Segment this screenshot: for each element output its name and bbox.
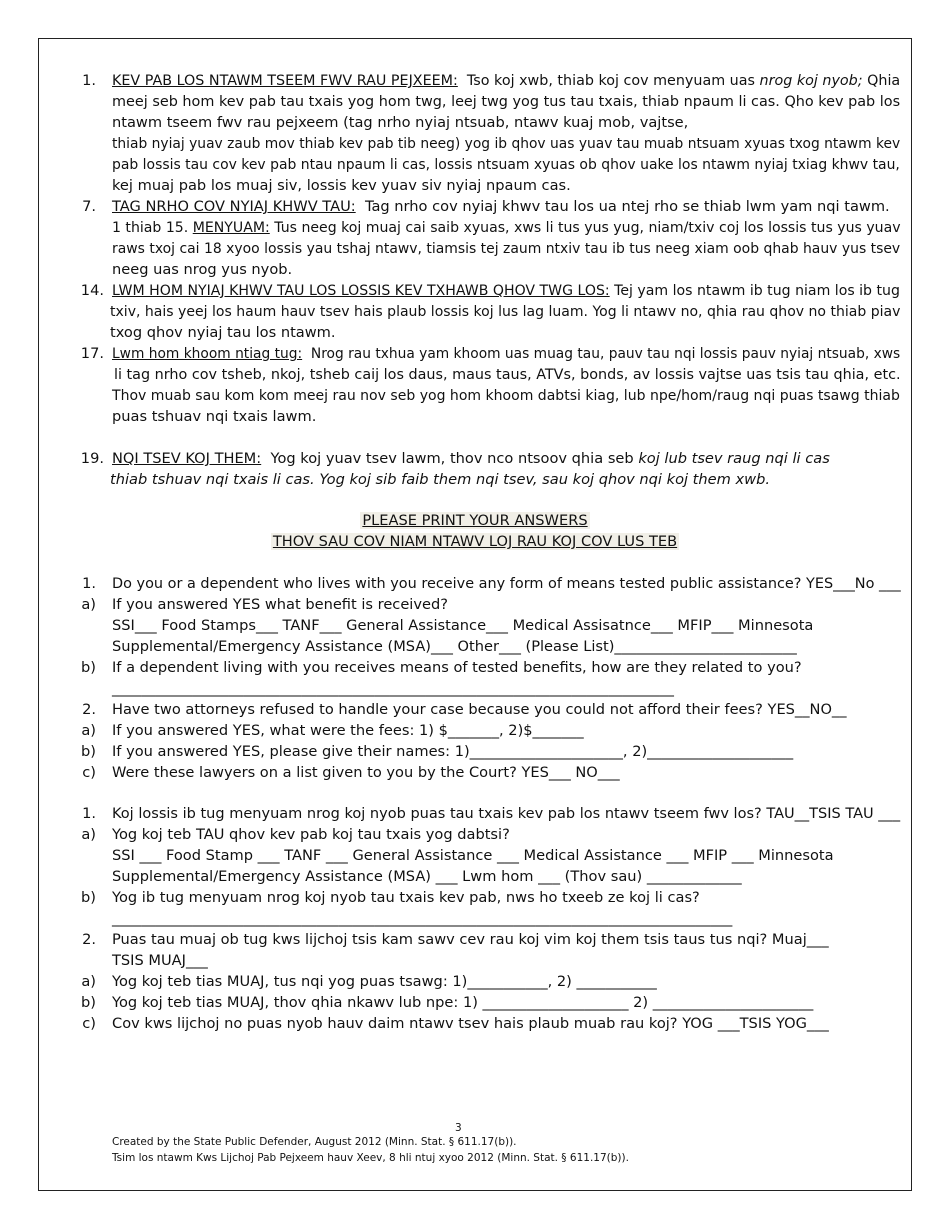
question-line: Have two attorneys refused to handle your case because you could not afford their fees? YES__NO__	[112, 701, 847, 718]
question-label: 1.	[82, 805, 96, 822]
question-line: Do you or a dependent who lives with you receive any form of means tested public assistance? YES___No ___	[112, 575, 901, 592]
note-heading: Lwm hom khoom ntiag tug:	[112, 345, 303, 362]
note-line: li tag nrho cov tsheb, nkoj, tsheb caij los daus, maus taus, ATVs, bonds, av lossis vajtse uas tsis tau qhia, etc.	[114, 366, 901, 383]
note-14-line-1: LWM HOM NYIAJ KHWV TAU LOS LOSSIS KEV TXHAWB QHOV TWG LOS: Tej yam los ntawm ib tug niam los ib tug	[112, 282, 900, 299]
question-line: Yog koj teb tias MUAJ, tus nqi yog puas tsawg: 1)___________, 2) ___________	[112, 973, 657, 990]
note-17-line-1: Lwm hom khoom ntiag tug: Nrog rau txhua yam khoom uas muag tau, pauv tau nqi lossis pauv nyiaj ntsuab, xws	[112, 345, 901, 362]
question-line: If a dependent living with you receives means of tested benefits, how are they related to you?	[112, 659, 802, 676]
question-label: a)	[81, 826, 96, 843]
note-line: txog qhov nyiaj tau los ntawm.	[110, 324, 336, 341]
note-line: kej muaj pab los muaj siv, lossis kev yuav siv nyiaj npaum cas.	[112, 177, 571, 194]
note-heading: TAG NRHO COV NYIAJ KHWV TAU:	[112, 198, 356, 215]
note-number: 14.	[80, 282, 104, 299]
note-line: pab lossis tau cov kev pab ntau npaum li cas, lossis ntsuam xyuas ob qhov uake los ntawm nyiaj txiag khwv tau,	[112, 156, 900, 173]
question-line: If you answered YES, what were the fees: 1) $_______, 2)$_______	[112, 722, 584, 739]
question-line: Puas tau muaj ob tug kws lijchoj tsis kam sawv cev rau koj vim koj them tsis taus tus nqi? Muaj___	[112, 931, 829, 948]
note-heading: KEV PAB LOS NTAWM TSEEM FWV RAU PEJXEEM:	[112, 72, 458, 89]
note-number: 7.	[82, 198, 96, 215]
question-label: a)	[81, 973, 96, 990]
answer-blank-line[interactable]: _____________________________________________________________________________	[112, 680, 674, 697]
note-number: 19.	[80, 450, 104, 467]
question-line: If you answered YES what benefit is received?	[112, 596, 448, 613]
note-line: thiab nyiaj yuav zaub mov thiab kev pab tib neeg) yog ib qhov uas yuav tau muab ntsuam xyuas txog ntawm kev	[112, 135, 901, 152]
answer-blank-line[interactable]: _____________________________________________________________________________________	[112, 910, 733, 927]
question-line: Yog koj teb tias MUAJ, thov qhia nkawv lub npe: 1) ____________________ 2) ______________________	[112, 994, 814, 1011]
question-label: b)	[81, 743, 96, 760]
note-line: raws txoj cai 18 xyoo lossis yau tshaj ntawv, tiamsis tej zaum ntxiv tau ib tus neeg xiam oob qhab hauv yus tsev	[112, 240, 901, 257]
question-line: Supplemental/Emergency Assistance (MSA) ___ Lwm hom ___ (Thov sau) _____________	[112, 868, 742, 885]
question-line: Koj lossis ib tug menyuam nrog koj nyob puas tau txais kev pab los ntawv tseem fwv los? TAU__TSIS TAU ___	[112, 805, 901, 822]
note-19-line-1: NQI TSEV KOJ THEM: Yog koj yuav tsev lawm, thov nco ntsoov qhia seb koj lub tsev raug nqi li cas	[112, 450, 830, 467]
footer-hmong: Tsim los ntawm Kws Lijchoj Pab Pejxeem hauv Xeev, 8 hli ntuj xyoo 2012 (Minn. Stat. § 611.17(b)).	[112, 1152, 629, 1164]
print-heading-english: PLEASE PRINT YOUR ANSWERS	[362, 512, 588, 529]
note-number: 17.	[80, 345, 104, 362]
question-line: If you answered YES, please give their names: 1)_____________________, 2)____________________	[112, 743, 794, 760]
print-heading-hmong: THOV SAU COV NIAM NTAWV LOJ RAU KOJ COV LUS TEB	[272, 533, 678, 550]
question-label: a)	[81, 596, 96, 613]
note-heading: LWM HOM NYIAJ KHWV TAU LOS LOSSIS KEV TXHAWB QHOV TWG LOS:	[112, 282, 610, 299]
question-line: Cov kws lijchoj no puas nyob hauv daim ntawv tsev hais plaub muab rau koj? YOG ___TSIS YOG___	[112, 1015, 829, 1032]
question-line: Yog ib tug menyuam nrog koj nyob tau txais kev pab, nws ho txeeb ze koj li cas?	[112, 889, 700, 906]
question-label: b)	[81, 994, 96, 1011]
note-line: neeg uas nrog yus nyob.	[112, 261, 293, 278]
question-line: TSIS MUAJ___	[112, 952, 208, 969]
question-line: SSI ___ Food Stamp ___ TANF ___ General Assistance ___ Medical Assistance ___ MFIP ___ Minnesota	[112, 847, 834, 864]
question-label: 1.	[82, 575, 96, 592]
question-label: a)	[81, 722, 96, 739]
question-line: SSI___ Food Stamps___ TANF___ General Assistance___ Medical Assisatnce___ MFIP___ Minnesota	[112, 617, 814, 634]
note-line: thiab tshuav nqi txais li cas. Yog koj sib faib them nqi tsev, sau koj qhov nqi koj them xwb.	[110, 471, 770, 488]
question-label: b)	[81, 659, 96, 676]
question-label: 2.	[82, 931, 96, 948]
note-line: meej seb hom kev pab tau txais yog hom twg, leej twg yog tus tau txais, thiab npaum li cas. Qho kev pab los	[112, 93, 901, 110]
note-number: 1.	[82, 72, 96, 89]
question-line: Were these lawyers on a list given to you by the Court? YES___ NO___	[112, 764, 620, 781]
note-7-line-1: TAG NRHO COV NYIAJ KHWV TAU: Tag nrho cov nyiaj khwv tau los ua ntej rho se thiab lwm yam nqi tawm.	[112, 198, 890, 215]
question-line: Yog koj teb TAU qhov kev pab koj tau txais yog dabtsi?	[112, 826, 510, 843]
note-line: Thov muab sau kom kom meej rau nov seb yog hom khoom dabtsi kiag, lub npe/hom/raug nqi puas tsawg thiab	[112, 387, 900, 404]
question-label: 2.	[82, 701, 96, 718]
menyuam-heading: MENYUAM:	[192, 219, 270, 236]
question-label: b)	[81, 889, 96, 906]
question-line: Supplemental/Emergency Assistance (MSA)___ Other___ (Please List)_________________________	[112, 638, 797, 655]
note-1-line-1: KEV PAB LOS NTAWM TSEEM FWV RAU PEJXEEM: Tso koj xwb, thiab koj cov menyuam uas nrog koj nyob; Qhia	[112, 72, 901, 89]
note-line: txiv, hais yeej los haum hauv tsev hais plaub lossis koj lus lag luam. Yog li ntawv no, qhia rau qhov no thiab piav	[110, 303, 901, 320]
note-heading: NQI TSEV KOJ THEM:	[112, 450, 262, 467]
question-label: c)	[82, 764, 96, 781]
note-line: ntawm tseem fwv rau pejxeem (tag nrho nyiaj ntsuab, ntawv kuaj mob, vajtse,	[112, 114, 689, 131]
footer-english: Created by the State Public Defender, August 2012 (Minn. Stat. § 611.17(b)).	[112, 1136, 517, 1148]
question-label: c)	[82, 1015, 96, 1032]
note-line: puas tshuav nqi txais lawm.	[112, 408, 317, 425]
page-number: 3	[455, 1122, 462, 1134]
note-line: 1 thiab 15. MENYUAM: Tus neeg koj muaj cai saib xyuas, xws li tus yus yug, niam/txiv coj los lossis tus yus yuav	[112, 219, 901, 236]
